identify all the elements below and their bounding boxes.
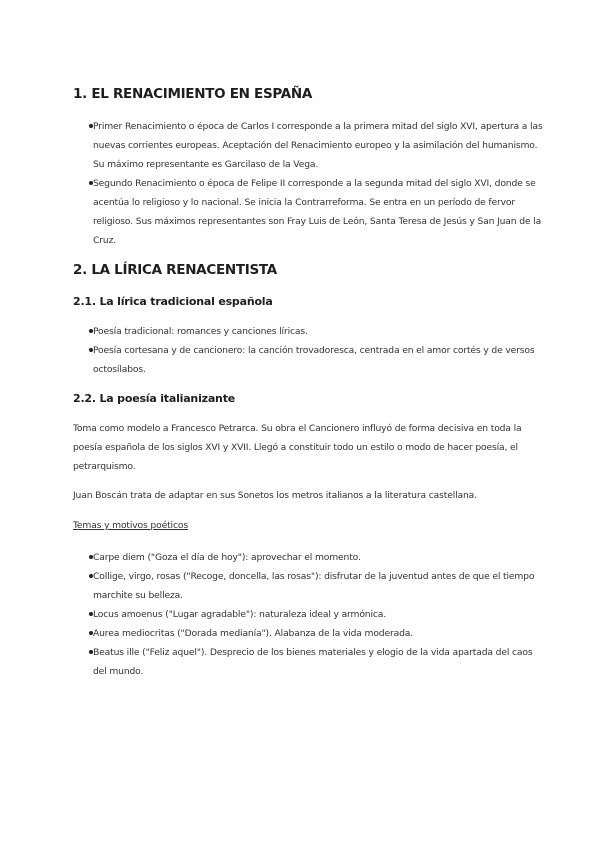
subsection-2-1-heading: 2.1. La lírica tradicional española (73, 295, 273, 308)
paragraph-petrarca: Toma como modelo a Francesco Petrarca. Su obra el Cancionero influyó de forma decisiva en toda la poesía española de los siglos XVI y XVII. Llegó a constituir todo un estilo o modo de hacer poesía, el petrarquismo. (73, 423, 522, 472)
list-item-text: Aurea mediocritas ("Dorada medianía"). Alabanza de la vida moderada. (93, 628, 414, 639)
list-item (73, 174, 543, 250)
list-item-text: Segundo Renacimiento o época de Felipe II corresponde a la segunda mitad del siglo XVI, donde se acentúa lo religioso y lo nacional. Se inicia la Contrarreforma. Se entra en un período de fervor religioso. Sus máximos representantes son Fray Luis de León, Santa Teresa de Jesús y San Juan de la Cruz. (93, 178, 542, 246)
paragraph-boscan: Juan Boscán trata de adaptar en sus Sonetos los metros italianos a la literatura castellana. (73, 490, 477, 501)
bullet-icon (89, 631, 93, 635)
topics-list (73, 548, 543, 681)
bullet-icon (89, 574, 93, 578)
list-item (73, 567, 543, 605)
list-item-text: Locus amoenus ("Lugar agradable"): naturaleza ideal y armónica. (93, 609, 387, 620)
section-1-list (73, 117, 543, 250)
bullet-icon (89, 329, 93, 333)
list-item-text: Collige, virgo, rosas ("Recoge, doncella, las rosas"): disfrutar de la juventud antes de que el tiempo marchite su belleza. (93, 571, 535, 601)
bullet-icon (89, 555, 93, 559)
subsection-2-1-list (73, 322, 543, 379)
list-item-text: Poesía tradicional: romances y canciones líricas. (93, 326, 308, 337)
list-item-text: Poesía cortesana y de cancionero: la canción trovadoresca, centrada en el amor cortés y de versos octosílabos. (93, 345, 535, 375)
bullet-icon (89, 181, 93, 185)
bullet-icon (89, 612, 93, 616)
list-item (73, 624, 543, 643)
list-item (73, 548, 543, 567)
topics-heading: Temas y motivos poéticos (73, 520, 188, 531)
list-item-text: Carpe diem ("Goza el día de hoy"): aprovechar el momento. (93, 552, 361, 563)
list-item (73, 605, 543, 624)
list-item (73, 341, 543, 379)
subsection-2-2-heading: 2.2. La poesía italianizante (73, 392, 236, 405)
bullet-icon (89, 124, 93, 128)
list-item-text: Primer Renacimiento o época de Carlos I corresponde a la primera mitad del siglo XVI, apertura a las nuevas corrientes europeas. Aceptación del Renacimiento europeo y la asimilación del humanismo. Su máximo representante es Garcilaso de la Vega. (93, 121, 543, 170)
bullet-icon (89, 650, 93, 654)
bullet-icon (89, 348, 93, 352)
list-item-text: Beatus ille ("Feliz aquel"). Desprecio de los bienes materiales y elogio de la vida apartada del caos del mundo. (93, 647, 533, 677)
section-1-heading: 1. EL RENACIMIENTO EN ESPAÑA (73, 86, 313, 102)
list-item (73, 322, 543, 341)
list-item (73, 117, 543, 174)
section-2-heading: 2. LA LÍRICA RENACENTISTA (73, 262, 277, 278)
list-item (73, 643, 543, 681)
